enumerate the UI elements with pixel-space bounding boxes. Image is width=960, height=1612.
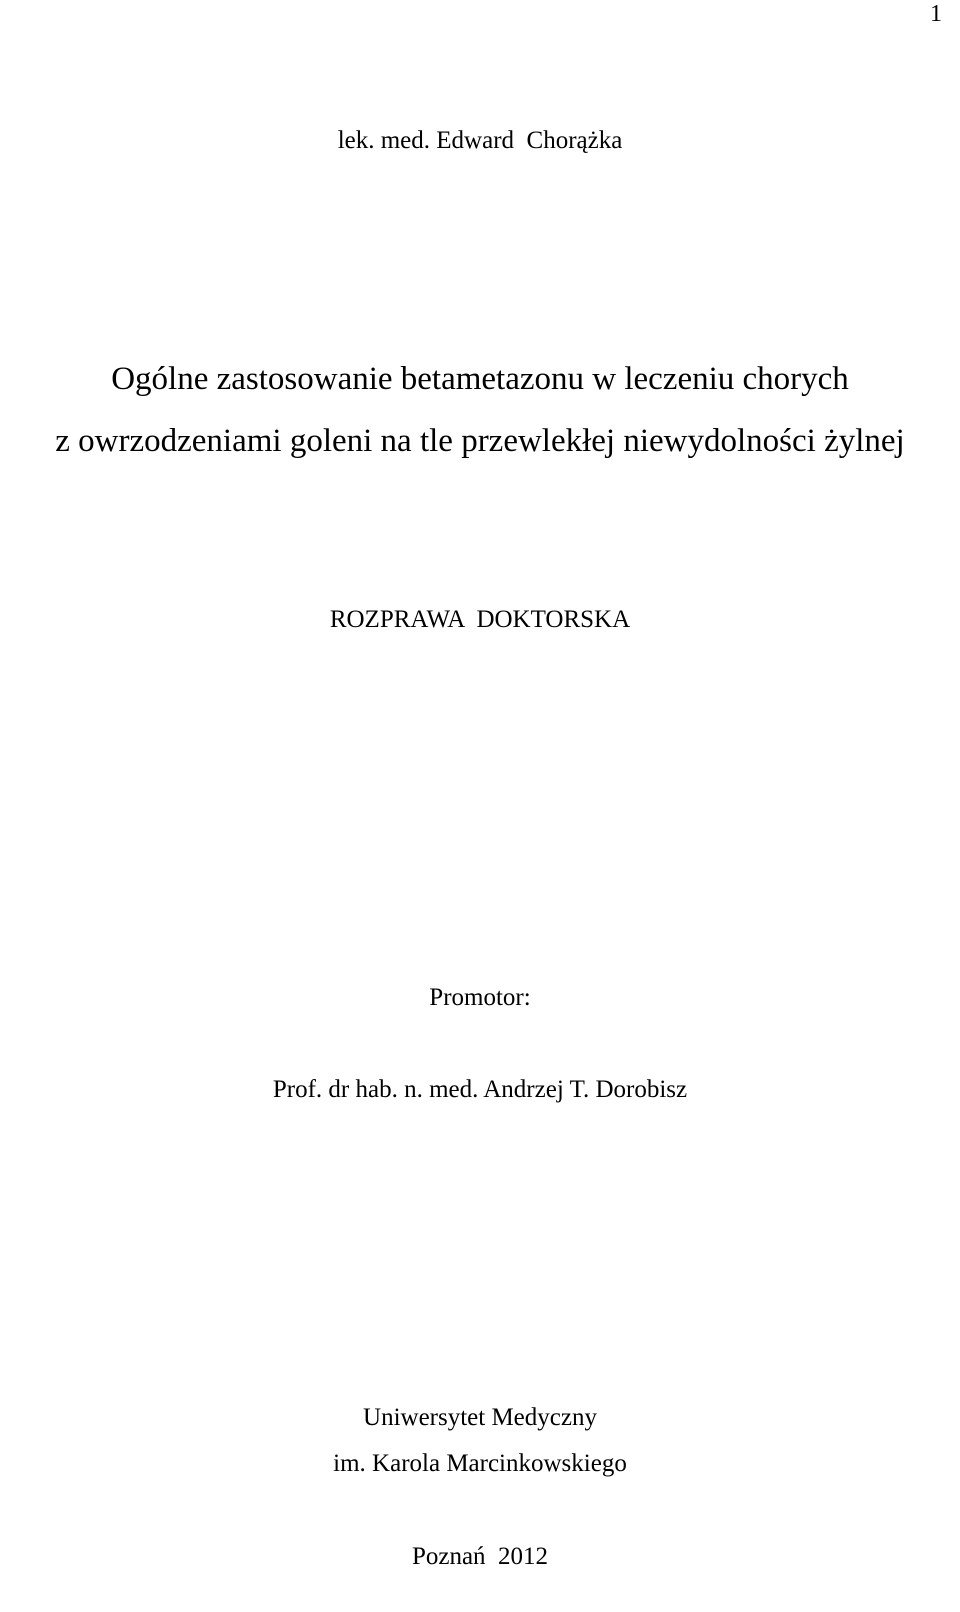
- thesis-type: ROZPRAWA DOKTORSKA: [329, 606, 631, 633]
- promotor-label: Promotor:: [429, 984, 531, 1011]
- author-name: lek. med. Edward Chorążka: [337, 127, 623, 154]
- thesis-title-line-2: z owrzodzeniami goleni na tle przewlekłej niewydolności żylnej: [55, 423, 905, 459]
- university-name-line-1: Uniwersytet Medyczny: [363, 1404, 597, 1431]
- promotor-name: Prof. dr hab. n. med. Andrzej T. Dorobisz: [272, 1076, 688, 1103]
- place-and-year: Poznań 2012: [411, 1543, 549, 1570]
- thesis-title-line-1: Ogólne zastosowanie betametazonu w leczeniu chorych: [111, 361, 849, 397]
- university-name-line-2: im. Karola Marcinkowskiego: [333, 1450, 627, 1477]
- page-number: 1: [930, 1, 942, 27]
